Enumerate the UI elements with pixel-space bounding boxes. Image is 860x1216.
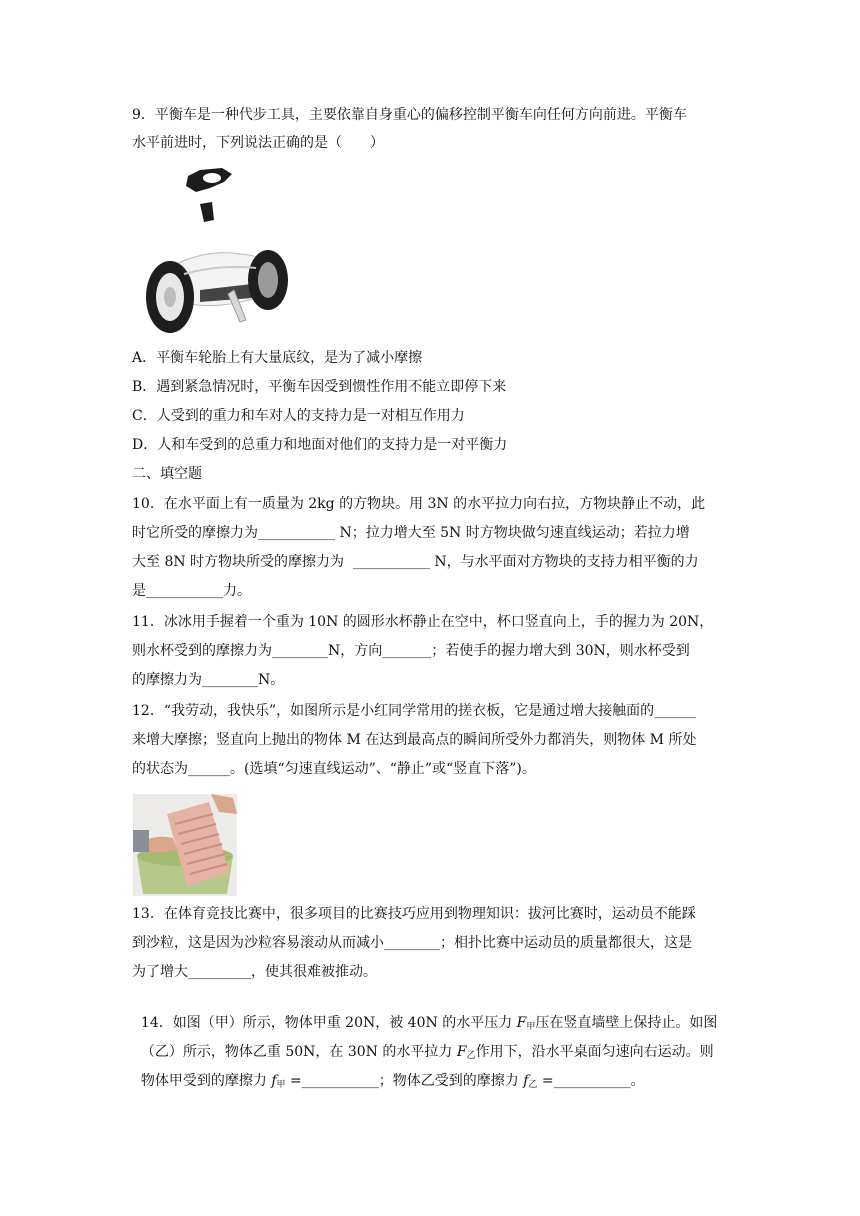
q14-line2-text-b: 作用下，沿水平桌面匀速向右运动。则 <box>475 1044 714 1060</box>
friction-symbol-f-jia: f <box>271 1073 277 1089</box>
force-symbol-f-yi: F <box>456 1044 467 1060</box>
q10-line1: 10．在水平面上有一质量为 2kg 的方物块。用 3N 的水平拉力向右拉，方物块静止不动，此 <box>132 496 706 512</box>
q14-line1 <box>132 993 718 1032</box>
q13-line2: 到沙粒，这是因为沙粒容易滚动从而减小________；相扑比赛中运动员的质量都很大，这是 <box>132 935 692 951</box>
q9-stem-line1: 9．平衡车是一种代步工具，主要依靠自身重心的偏移控制平衡车向任何方向前进。平衡车 <box>132 107 687 123</box>
q10-line2: 时它所受的摩擦力为___________ N；拉力增大至 5N 时方物块做匀速直线运动；若拉力增 <box>132 525 690 541</box>
q14-line3 <box>132 1051 645 1090</box>
q14-line3-text-c: =___________。 <box>537 1073 645 1089</box>
q9-option-a: A．平衡车轮胎上有大量底纹，是为了减小摩擦 <box>132 350 423 366</box>
q9-option-d: D．人和车受到的总重力和地面对他们的支持力是一对平衡力 <box>132 437 508 453</box>
q14-line1-text-b: 压在竖直墙壁上保持止。如图 <box>535 1015 718 1031</box>
q9-stem-line2: 水平前进时，下列说法正确的是（ ） <box>132 135 384 151</box>
subscript-yi-2: 乙 <box>528 1080 538 1090</box>
q12-line3: 的状态为______。(选填“匀速直线运动”、“静止”或“竖直下落”)。 <box>132 761 536 777</box>
q14-line2 <box>132 1022 714 1061</box>
force-symbol-f-jia: F <box>516 1015 527 1031</box>
q13-line3: 为了增大_________，使其很难被推动。 <box>132 964 377 980</box>
subscript-jia-2: 甲 <box>276 1080 286 1090</box>
q12-line2: 来增大摩擦；竖直向上抛出的物体 M 在达到最高点的瞬间所受外力都消失，则物体 M 所处 <box>132 732 697 748</box>
subscript-jia: 甲 <box>526 1022 536 1032</box>
q12-line1: 12．“我劳动，我快乐”，如图所示是小红同学常用的搓衣板，它是通过增大接触面的______ <box>132 703 697 719</box>
q10-line4: 是___________力。 <box>132 583 251 599</box>
q11-line3: 的摩擦力为________N。 <box>132 672 285 688</box>
q11-line1: 11．冰冰用手握着一个重为 10N 的圆形水杯静止在空中，杯口竖直向上，手的握力为 20N， <box>132 614 714 630</box>
q10-line3: 大至 8N 时方物块所受的摩擦力为 ___________ N，与水平面对方物块的支持力相平衡的力 <box>132 554 699 570</box>
q9-option-b: B．遇到紧急情况时，平衡车因受到惯性作用不能立即停下来 <box>132 379 507 395</box>
balance-scooter-image <box>140 162 296 342</box>
section-title: 二、填空题 <box>132 466 202 482</box>
q9-option-c: C．人受到的重力和车对人的支持力是一对相互作用力 <box>132 408 465 424</box>
q14-line2-text-a: （乙）所示，物体乙重 50N，在 30N 的水平拉力 <box>140 1044 457 1060</box>
q11-line2: 则水杯受到的摩擦力为________N，方向_______；若使手的握力增大到 30N，则水杯受到 <box>132 643 690 659</box>
subscript-yi: 乙 <box>466 1051 476 1061</box>
q14-line3-text-a: 物体甲受到的摩擦力 <box>140 1073 272 1089</box>
q13-line1: 13．在体育竞技比赛中，很多项目的比赛技巧应用到物理知识：拔河比赛时，运动员不能踩 <box>132 906 696 922</box>
q14-line3-text-b: =___________；物体乙受到的摩擦力 <box>285 1073 524 1089</box>
friction-symbol-f-yi: f <box>523 1073 529 1089</box>
q14-line1-text-a: 14．如图（甲）所示，物体甲重 20N，被 40N 的水平压力 <box>140 1015 517 1031</box>
washboard-image <box>133 794 237 896</box>
